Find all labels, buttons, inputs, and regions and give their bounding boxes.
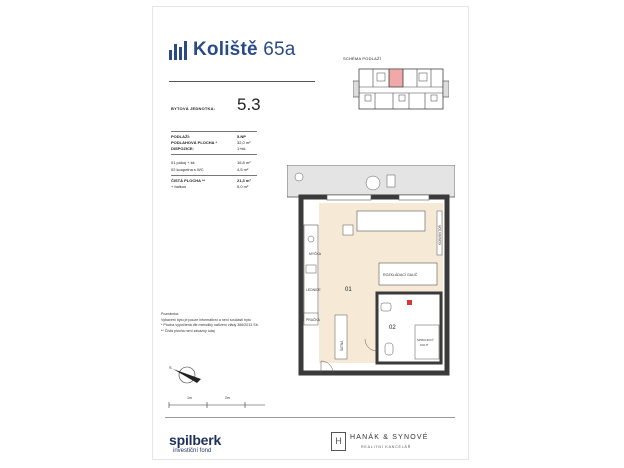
wardrobe (335, 315, 347, 359)
floor-schema (353, 65, 449, 115)
label-lednice: LEDNICE (306, 288, 321, 292)
summary-key: PODLAHOVÁ PLOCHA * (171, 140, 218, 145)
hanak-logo-icon: H (331, 432, 346, 451)
table-divider (171, 175, 257, 176)
spilberk-logo: spilberk (169, 432, 222, 448)
footer-divider (165, 417, 455, 418)
label-satna: ŠATNA (340, 340, 344, 351)
summary-value: 32,0 m² (237, 140, 251, 145)
toilet-icon (385, 343, 393, 355)
scale-label-2m: 2m (225, 396, 230, 400)
net-area-key: ČISTÁ PLOCHA ** (171, 178, 206, 183)
summary-value: 5.NP (237, 134, 246, 139)
summary-value: 1+kk (237, 146, 246, 151)
room-02-label: 02 (389, 325, 396, 331)
balcony-chair-icon (387, 175, 395, 187)
summary-key: PODLAŽÍ: (171, 134, 190, 139)
shower-icon (415, 325, 439, 359)
room-key: 01 pokoj + kk (171, 160, 195, 165)
north-label: S (169, 365, 172, 370)
summary-key: DISPOZICE: (171, 146, 194, 151)
window (399, 195, 429, 200)
balcony-plant-icon (295, 173, 303, 181)
notes (161, 312, 259, 334)
north-arrow-icon (167, 363, 211, 387)
label-sprchovy: SPRCHOVÝ (417, 338, 434, 342)
net-area-value: 21,3 m² (237, 178, 251, 183)
project-name (193, 39, 296, 61)
label-mycka: MYČKA (309, 252, 322, 256)
table-divider (171, 131, 257, 132)
hanak-subtitle: REALITNÍ KANCELÁŘ (361, 445, 412, 449)
unit-label: BYTOVÁ JEDNOTKA: (171, 106, 216, 111)
room-value: 4,5 m² (237, 167, 249, 172)
notes-line: * Plocha vypočtená dle metodiky nařízení vlády 366/2013 Sb. (161, 323, 259, 328)
document-sheet (152, 6, 469, 460)
balcony-value: 5,0 m² (237, 184, 249, 189)
project-number: 65a (263, 39, 296, 60)
window (327, 195, 371, 200)
scale-bar (167, 399, 267, 409)
desk (357, 211, 425, 231)
scale-label-1m: 1m (187, 396, 192, 400)
schema-label: SCHÉMA PODLAŽÍ (343, 56, 381, 61)
balcony-key: + balkon (171, 184, 187, 189)
table-divider (171, 154, 257, 155)
label-konvektor: KONVEKTOR (438, 225, 442, 245)
chair-icon (343, 225, 353, 235)
installation-shaft-icon (407, 300, 412, 305)
title-divider (169, 81, 315, 82)
floor-plan (287, 165, 455, 377)
notes-line: Vybavení bytu je pouze informativní a není součástí bytu (161, 317, 251, 322)
room-01-label: 01 (345, 287, 352, 293)
highlighted-unit (389, 69, 403, 87)
spilberk-subtitle: investiční fond (173, 448, 212, 454)
project-name-text: Koliště (193, 39, 258, 60)
hanak-name: HANÁK & SYNOVÉ (350, 434, 429, 441)
unit-number: 5.3 (237, 95, 261, 114)
notes-line: ** Čistá plocha není závazný údaj (161, 328, 215, 333)
project-logo (169, 39, 296, 61)
label-kout: KOUT (420, 343, 429, 347)
washbasin-icon (381, 303, 391, 311)
label-gauc: ROZKLÁDACÍ GAUČ (383, 273, 418, 277)
label-pracka: PRAČKA (306, 318, 320, 322)
logo-bars-icon (169, 41, 187, 60)
balcony-table-icon (366, 176, 380, 190)
room-value: 16,8 m² (237, 160, 251, 165)
room-key: 02 koupelna s WC (171, 167, 204, 172)
notes-title: Poznámka: (161, 312, 179, 316)
